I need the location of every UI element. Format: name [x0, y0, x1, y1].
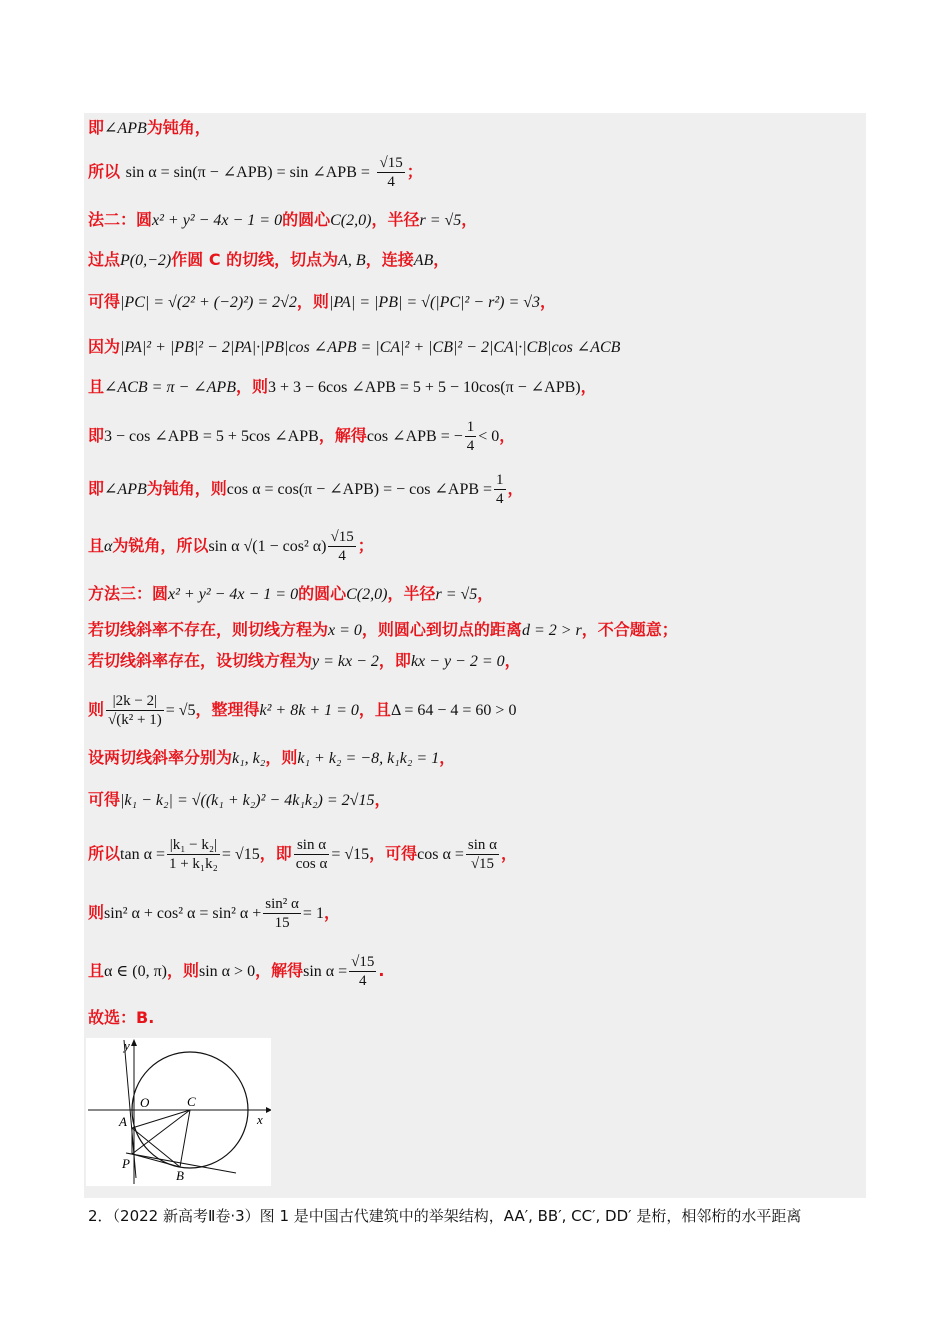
- line-1: 即∠APB为钝角，: [88, 118, 211, 137]
- fraction: $\frac{√15}{4}$: [351, 954, 375, 989]
- line-12: 若切线斜率不存在，则切线方程为x = 0，则圆心到切点的距离d = 2 > r，不合题意；: [88, 620, 678, 639]
- fraction: $\frac{\text{sin α}}{√15}$: [467, 837, 498, 872]
- fraction: $\frac{√15}{4}$: [379, 155, 403, 190]
- label-x: x: [257, 1112, 263, 1127]
- tangent-circle-figure: [86, 1038, 271, 1186]
- line-14: 则 $\frac{|2k - 2|}{\text{√(k² + 1)}}$ = √5，整理得k² + 8k + 1 = 0，且Δ = 64 − 4 = 60 > 0: [88, 693, 517, 728]
- line-6: 因为|PA|² + |PB|² − 2|PA|·|PB|cos ∠APB = |CA|² + |CB|² − 2|CA|·|CB|cos ∠ACB: [88, 337, 621, 356]
- fraction: $\frac{1}{4}$: [466, 419, 475, 454]
- x-axis-arrow: [266, 1107, 271, 1113]
- segment-pc: [132, 1110, 190, 1154]
- line-7: 且∠ACB = π − ∠APB，则3 + 3 − 6cos ∠APB = 5 + 5 − 10cos(π − ∠APB)，: [88, 377, 597, 396]
- line-11: 方法三：圆x² + y² − 4x − 1 = 0的圆心C(2,0)，半径r = √5，: [88, 584, 494, 603]
- line-9: 即∠APB为钝角，则cos α = cos(π − ∠APB) = − cos ∠APB = $\frac{1}{4}$ ，: [88, 472, 524, 507]
- question-2-text: 2．（2022 新高考Ⅱ卷·3）图 1 是中国古代建筑中的举架结构，AA′, BB′, CC′, DD′ 是桁，相邻桁的水平距离: [88, 1207, 802, 1225]
- label-a: A: [119, 1114, 127, 1129]
- line-20-answer: 故选：B.: [88, 1008, 155, 1027]
- fraction: $\frac{|2k - 2|}{\text{√(k² + 1)}}$: [108, 693, 162, 728]
- figure-svg: [86, 1038, 271, 1186]
- y-axis-arrow: [131, 1039, 137, 1046]
- line-3: 法二：圆x² + y² − 4x − 1 = 0的圆心C(2,0)，半径r = √5，: [88, 210, 478, 229]
- line-19: 且α ∈ (0, π)，则sin α > 0，解得sin α = $\frac{√15}{4}$ .: [88, 954, 385, 989]
- fraction: $\frac{\text{sin α}}{\text{cos α}}$: [295, 837, 328, 872]
- segment-cb: [180, 1110, 190, 1167]
- label-o: O: [140, 1095, 150, 1110]
- label-p: P: [122, 1156, 130, 1171]
- line-10: 且α为锐角，所以sin α √(1 − cos² α) $\frac{√15}{4}$ ；: [88, 529, 374, 564]
- line-13: 若切线斜率存在，设切线方程为y = kx − 2，即kx − y − 2 = 0，: [88, 651, 521, 670]
- segment-pb: [132, 1154, 180, 1167]
- line-4: 过点P(0,−2)作圆 C 的切线，切点为A, B，连接AB，: [88, 250, 450, 269]
- line-15: 设两切线斜率分别为k₁, k₂，则k₁ + k₂ = −8, k₁k₂ = 1，: [88, 748, 456, 767]
- label-y: y: [124, 1038, 130, 1053]
- label-b: B: [176, 1168, 184, 1183]
- segment-ac: [132, 1110, 190, 1128]
- fraction: $\frac{\text{|k₁ − k₂|}}{\text{1 + k₁k₂}}$: [168, 837, 218, 872]
- line-18: 则sin² α + cos² α = sin² α + $\frac{\text{sin² α}}{15}$ = 1，: [88, 896, 340, 931]
- label-c: C: [187, 1094, 196, 1109]
- segment-ab: [132, 1128, 180, 1167]
- fraction: $\frac{√15}{4}$: [330, 529, 354, 564]
- line-16: 可得|k₁ − k₂| = √((k₁ + k₂)² − 4k₁k₂) = 2√15，: [88, 790, 391, 809]
- line-5: 可得|PC| = √(2² + (−2)²) = 2√2，则|PA| = |PB| = √(|PC|² − r²) = √3，: [88, 292, 557, 311]
- fraction: $\frac{\text{sin² α}}{15}$: [265, 896, 299, 931]
- fraction: $\frac{1}{4}$: [496, 472, 504, 507]
- line-2: 所以 sin α = sin(π − ∠APB) = sin ∠APB = $\frac{√15}{4}$ ；: [88, 155, 423, 190]
- line-8: 即3 − cos ∠APB = 5 + 5cos ∠APB，解得cos ∠APB = − $\frac{1}{4}$ < 0，: [88, 419, 516, 454]
- line-17: 所以tan α = $\frac{\text{|k₁ − k₂|}}{\text{1 + k₁k₂}}$ = √15，即 $\frac{\text{sin α}}{\text{cos α}}$ = √15，可得cos α = $\frac{\text{sin α}}{√15}$ ，: [88, 837, 518, 872]
